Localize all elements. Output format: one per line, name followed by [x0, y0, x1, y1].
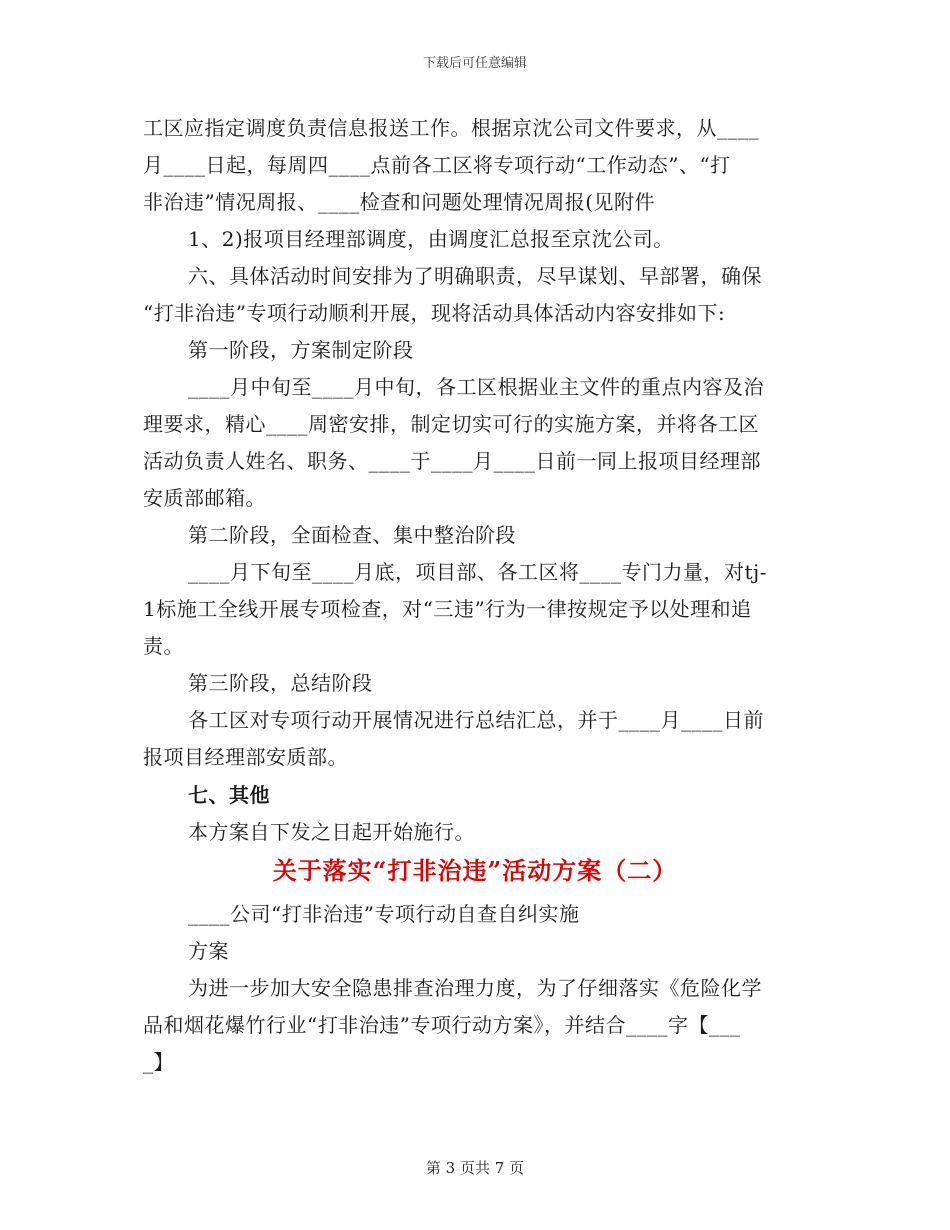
body-line: ____公司“打非治违”专项行动自查自纠实施 — [188, 902, 580, 926]
page-header: 下载后可任意编辑 — [422, 56, 527, 71]
body-line: 方案 — [188, 939, 229, 963]
body-line: 报项目经理部安质部。 — [143, 745, 348, 769]
body-line: 非治违”情况周报、____检查和问题处理情况周报(见附件 — [143, 190, 656, 214]
body-line: 各工区对专项行动开展情况进行总结汇总，并于____月____日前 — [188, 708, 764, 732]
body-line: 1标施工全线开展专项检查，对“三违”行为一律按规定予以处理和追 — [143, 597, 752, 621]
stage-heading: 第三阶段，总结阶段 — [188, 671, 373, 695]
body-line: ____月中旬至____月中旬，各工区根据业主文件的重点内容及治 — [188, 375, 764, 399]
body-line: ____月下旬至____月底，项目部、各工区将____专门力量，对tj- — [188, 560, 767, 584]
section-heading: 七、其他 — [188, 783, 270, 807]
page-footer: 第 3 页共 7 页 — [425, 1159, 525, 1177]
body-line: “打非治违”专项行动顺利开展，现将活动具体活动内容安排如下: — [143, 301, 726, 325]
stage-heading: 第二阶段，全面检查、集中整治阶段 — [188, 523, 516, 547]
body-line: 1、2)报项目经理部调度，由调度汇总报至京沈公司。 — [188, 227, 674, 251]
body-line: _】 — [143, 1050, 174, 1074]
body-line: 月____日起，每周四____点前各工区将专项行动“工作动态”、“打 — [143, 153, 731, 177]
body-line: 六、具体活动时间安排为了明确职责，尽早谋划、早部署，确保 — [188, 264, 762, 288]
body-line: 本方案自下发之日起开始施行。 — [188, 820, 475, 844]
section-title: 关于落实“打非治违”活动方案（二） — [272, 856, 678, 885]
stage-heading: 第一阶段，方案制定阶段 — [188, 338, 414, 362]
body-line: 为进一步加大安全隐患排查治理力度，为了仔细落实《危险化学 — [188, 976, 762, 1000]
body-line: 活动负责人姓名、职务、____于____月____日前一同上报项目经理部 — [143, 449, 761, 473]
body-line: 理要求，精心____周密安排，制定切实可行的实施方案，并将各工区 — [143, 412, 759, 436]
body-line: 安质部邮箱。 — [143, 486, 266, 510]
body-line: 品和烟花爆竹行业“打非治违”专项行动方案》，并结合____字【___ — [143, 1013, 741, 1037]
body-line: 工区应指定调度负责信息报送工作。根据京沈公司文件要求，从____ — [143, 116, 759, 140]
body-line: 责。 — [143, 634, 184, 658]
